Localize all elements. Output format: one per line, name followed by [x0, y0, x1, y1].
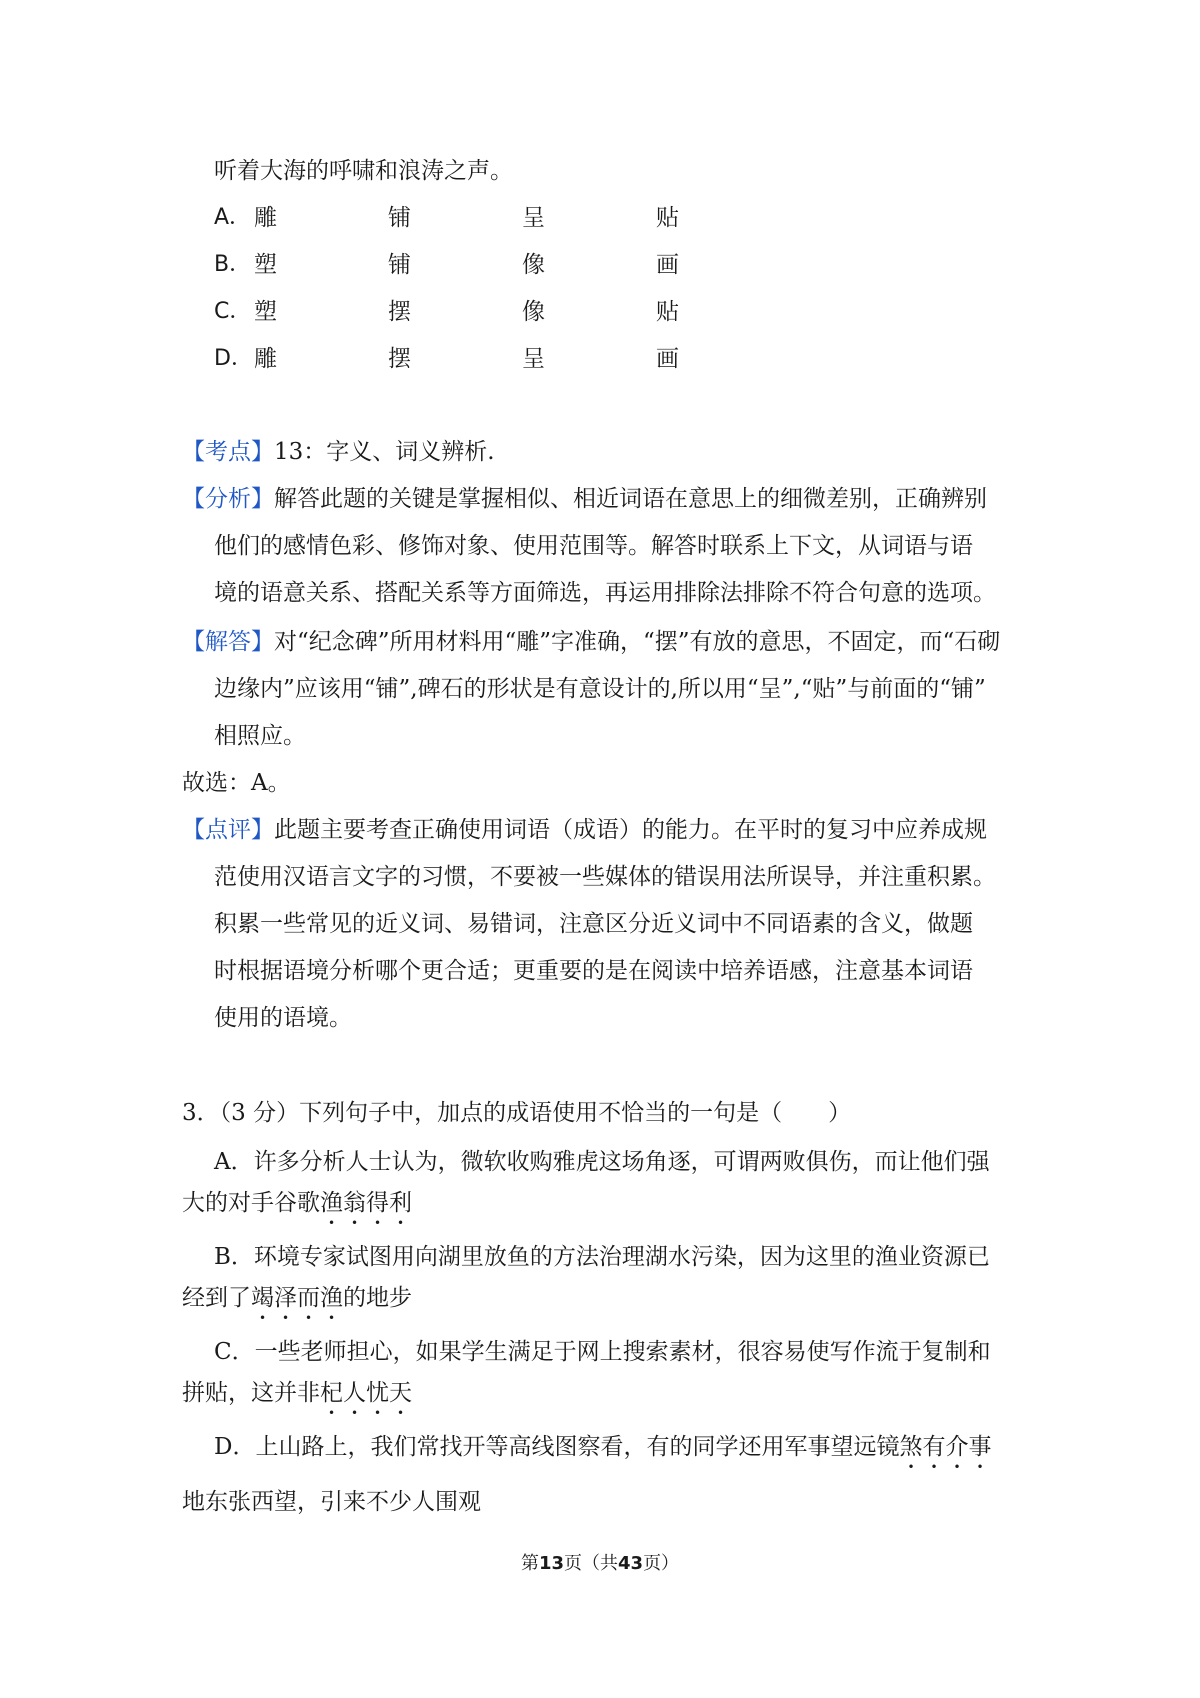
fenxi-line-3: 境的语意关系、搭配关系等方面筛选，再运用排除法排除不符合句意的选项。	[214, 580, 996, 606]
q3-d-idiom: 煞有介事	[899, 1434, 992, 1460]
jieda-line-2: 边缘内”应该用“铺”,碑石的形状是有意设计的,所以用“呈”,“贴”与前面的“铺”	[214, 676, 986, 702]
option-word: 塑	[254, 299, 277, 325]
footer-mid: 页（共	[564, 1553, 618, 1574]
q3-option-b-line-2	[182, 1283, 412, 1325]
kaodian-tag: 【考点】	[182, 439, 274, 465]
dianping-line-4: 时根据语境分析哪个更合适；更重要的是在阅读中培养语感，注意基本词语	[214, 958, 973, 984]
q3-option-d-line-2: 地东张西望，引来不少人围观	[182, 1489, 481, 1515]
kaodian-text: 13：字义、词义辨析.	[274, 439, 495, 465]
footer-pre: 第	[520, 1553, 539, 1574]
option-word: 铺	[388, 205, 411, 231]
footer-post: 页）	[643, 1553, 680, 1574]
q3-option-a-line-1: A．许多分析人士认为，微软收购雅虎这场角逐，可谓两败俱伤，而让他们强	[214, 1149, 990, 1175]
fenxi-line-2: 他们的感情色彩、修饰对象、使用范围等。解答时联系上下文，从词语与语	[214, 533, 973, 559]
page-footer	[0, 1552, 1200, 1576]
dianping-line-2: 范使用汉语言文字的习惯，不要被一些媒体的错误用法所误导，并注重积累。	[214, 864, 996, 890]
dianping-text: 此题主要考查正确使用词语（成语）的能力。在平时的复习中应养成规	[274, 817, 987, 843]
q3-option-d-line-1	[214, 1432, 991, 1474]
footer-page-number: 13	[538, 1553, 564, 1574]
option-word: 呈	[522, 346, 545, 372]
option-word: 摆	[388, 346, 411, 372]
jieda-tag: 【解答】	[182, 629, 274, 655]
option-word: 铺	[388, 252, 411, 278]
option-word: 塑	[254, 252, 277, 278]
q3-a-idiom: 渔翁得利	[320, 1190, 412, 1216]
q3-b-idiom: 竭泽而渔	[251, 1285, 343, 1311]
kaodian-line	[182, 437, 495, 467]
jieda-text: 对“纪念碑”所用材料用“雕”字准确，“摆”有放的意思，不固定，而“石砌	[274, 629, 1001, 655]
q3-b-pre: 经到了	[182, 1285, 251, 1311]
q3-stem: 3．（3 分）下列句子中，加点的成语使用不恰当的一句是（ ）	[182, 1100, 852, 1126]
option-letter: C．	[214, 299, 252, 324]
option-word: 像	[522, 299, 545, 325]
q3-b-post: 的地步	[343, 1285, 412, 1311]
option-word: 雕	[254, 205, 277, 231]
option-word: 呈	[522, 205, 545, 231]
footer-total-pages: 43	[618, 1553, 644, 1574]
option-letter: D．	[214, 346, 253, 371]
option-word: 贴	[656, 205, 679, 231]
answer-line: 故选：A。	[182, 770, 291, 796]
jieda-line-1	[182, 627, 1000, 657]
option-word: 像	[522, 252, 545, 278]
dianping-line-1	[182, 815, 987, 845]
fenxi-line-1	[182, 484, 987, 514]
q3-c-pre: 拼贴，这并非	[182, 1380, 320, 1406]
q3-option-b-line-1: B．环境专家试图用向湖里放鱼的方法治理湖水污染，因为这里的渔业资源已	[214, 1244, 990, 1270]
fenxi-tag: 【分析】	[182, 486, 274, 512]
q3-d-pre: D．上山路上，我们常找开等高线图察看，有的同学还用军事望远镜	[214, 1434, 900, 1460]
fenxi-text: 解答此题的关键是掌握相似、相近词语在意思上的细微差别，正确辨别	[274, 486, 987, 512]
dianping-tag: 【点评】	[182, 817, 274, 843]
q3-option-c-line-2	[182, 1378, 412, 1420]
option-word: 画	[656, 252, 679, 278]
option-letter: B．	[214, 252, 252, 277]
q3-a-pre: 大的对手谷歌	[182, 1190, 320, 1216]
q3-option-a-line-2	[182, 1188, 412, 1230]
option-word: 摆	[388, 299, 411, 325]
option-letter: A．	[214, 205, 252, 230]
q3-c-idiom: 杞人忧天	[320, 1380, 412, 1406]
top-line: 听着大海的呼啸和浪涛之声。	[214, 158, 513, 184]
dianping-line-5: 使用的语境。	[214, 1005, 352, 1031]
option-word: 雕	[254, 346, 277, 372]
option-word: 贴	[656, 299, 679, 325]
jieda-line-3: 相照应。	[214, 723, 306, 749]
dianping-line-3: 积累一些常见的近义词、易错词，注意区分近义词中不同语素的含义，做题	[214, 911, 973, 937]
option-word: 画	[656, 346, 679, 372]
q3-option-c-line-1: C．一些老师担心，如果学生满足于网上搜索素材，很容易使写作流于复制和	[214, 1339, 991, 1365]
